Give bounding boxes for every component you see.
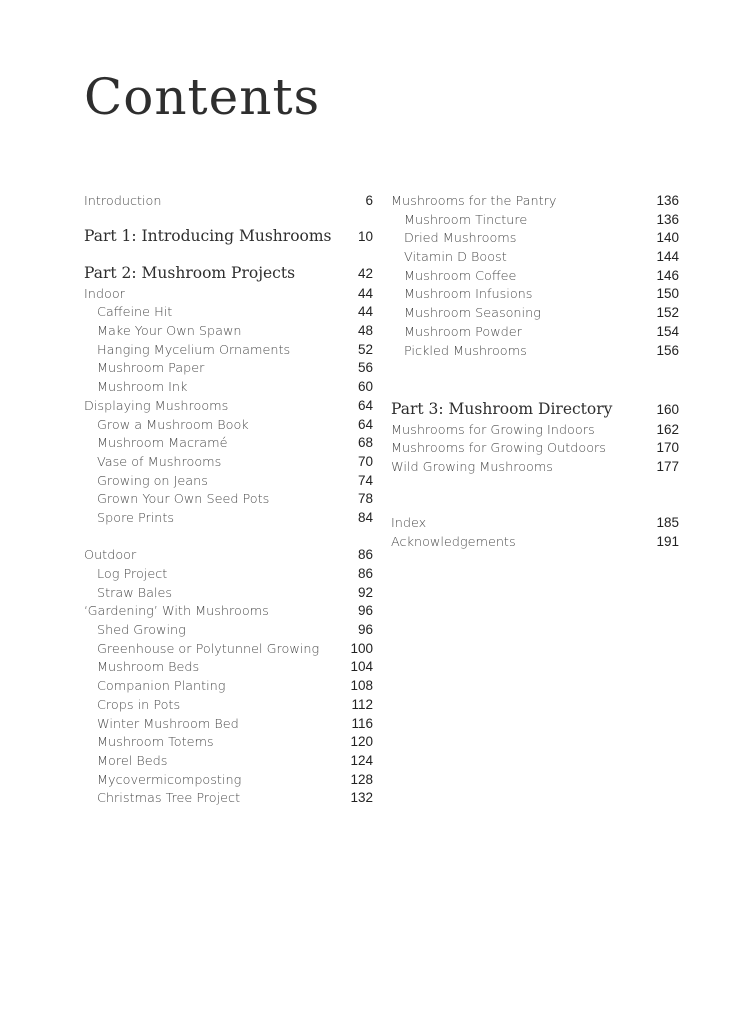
toc-page-number: 191 — [656, 533, 679, 549]
toc-entry-label: Mushroom Paper — [97, 361, 205, 377]
toc-entry-label: Pickled Mushrooms — [404, 343, 527, 359]
toc-entry-label: Acknowledgements — [391, 534, 516, 550]
toc-entry[interactable] — [391, 458, 679, 477]
toc-entry-label: Grown Your Own Seed Pots — [97, 492, 270, 508]
toc-column-right — [391, 192, 679, 551]
toc-page-number: 52 — [357, 341, 373, 357]
toc-subentry[interactable] — [84, 733, 373, 752]
toc-part-heading[interactable] — [391, 398, 679, 421]
toc-entry-label: Greenhouse or Polytunnel Growing — [97, 641, 320, 657]
toc-spacer — [84, 528, 373, 547]
toc-page-number: 152 — [656, 305, 679, 321]
toc-page-number: 160 — [656, 401, 679, 417]
toc-entry-label: Make Your Own Spawn — [97, 324, 242, 340]
toc-subentry[interactable] — [84, 472, 373, 491]
toc-page-number: 6 — [365, 193, 373, 208]
toc-entry-label: Mushroom Seasoning — [404, 306, 541, 322]
toc-entry-label: Dried Mushrooms — [404, 231, 517, 247]
toc-entry-label: Spore Prints — [97, 510, 175, 526]
toc-subentry[interactable] — [84, 322, 373, 341]
toc-page-number: 100 — [350, 640, 373, 656]
toc-entry-label: Companion Planting — [97, 679, 226, 695]
toc-entry-label: Mushroom Tincture — [404, 212, 528, 228]
toc-page-number: 136 — [656, 211, 679, 227]
toc-spacer — [84, 248, 373, 262]
toc-spacer — [391, 477, 679, 514]
toc-subentry[interactable] — [391, 211, 679, 230]
toc-page-number: 48 — [357, 323, 373, 339]
toc-subentry[interactable] — [84, 789, 373, 808]
toc-page-number: 156 — [656, 342, 679, 358]
toc-page-number: 136 — [656, 193, 679, 208]
toc-entry-label: Mycovermicomposting — [97, 772, 242, 788]
toc-subentry[interactable] — [391, 267, 679, 286]
toc-subentry[interactable] — [84, 658, 373, 677]
toc-entry[interactable] — [391, 421, 679, 440]
toc-page-number: 132 — [350, 790, 373, 806]
toc-subentry[interactable] — [84, 359, 373, 378]
toc-entry-label: Mushroom Beds — [97, 660, 200, 676]
toc-entry-label: Mushroom Ink — [97, 380, 188, 396]
toc-page-number: 10 — [357, 228, 373, 244]
toc-entry-label: Mushrooms for the Pantry — [391, 194, 557, 209]
toc-page-number: 84 — [357, 509, 373, 525]
toc-subentry[interactable] — [84, 509, 373, 528]
toc-page-number: 154 — [656, 323, 679, 339]
toc-entry[interactable] — [84, 285, 373, 304]
toc-entry-label: Indoor — [84, 286, 125, 302]
toc-page-number: 162 — [656, 421, 679, 437]
toc-entry-label: Mushroom Macramé — [97, 436, 228, 452]
toc-entry-label: Mushroom Powder — [404, 324, 522, 340]
toc-subentry[interactable] — [84, 715, 373, 734]
toc-page-number: 116 — [351, 715, 373, 731]
toc-entry[interactable] — [84, 546, 373, 565]
toc-subentry[interactable] — [84, 584, 373, 603]
toc-entry[interactable] — [84, 192, 373, 211]
toc-page-number: 44 — [357, 304, 373, 320]
toc-entry-label: Log Project — [97, 567, 168, 582]
toc-subentry[interactable] — [84, 696, 373, 715]
toc-subentry[interactable] — [391, 248, 679, 267]
toc-page-number: 78 — [357, 491, 373, 507]
toc-subentry[interactable] — [84, 378, 373, 397]
toc-subentry[interactable] — [391, 323, 679, 342]
toc-subentry[interactable] — [84, 752, 373, 771]
toc-column-left — [84, 192, 373, 808]
toc-entry-label: Mushroom Totems — [97, 735, 214, 751]
toc-entry-label: Straw Bales — [97, 585, 173, 601]
toc-page-number: 42 — [357, 265, 373, 281]
toc-subentry[interactable] — [84, 677, 373, 696]
toc-subentry[interactable] — [84, 416, 373, 435]
toc-page-number: 124 — [350, 752, 373, 768]
toc-subentry[interactable] — [391, 229, 679, 248]
toc-entry[interactable] — [391, 192, 679, 211]
toc-entry-label: Growing on Jeans — [97, 473, 208, 489]
toc-entry-label: Displaying Mushrooms — [84, 398, 229, 414]
toc-subentry[interactable] — [84, 490, 373, 509]
toc-page-number: 112 — [351, 696, 373, 712]
toc-entry[interactable] — [391, 514, 679, 533]
toc-entry-label: Mushrooms for Growing Indoors — [391, 422, 595, 438]
toc-subentry[interactable] — [84, 434, 373, 453]
toc-page-number: 120 — [350, 734, 373, 750]
toc-page-number: 146 — [656, 267, 679, 283]
toc-page-number: 177 — [656, 458, 679, 474]
toc-page-number: 128 — [350, 771, 373, 787]
toc-page-number: 96 — [357, 603, 373, 619]
toc-page-number: 185 — [656, 515, 679, 531]
toc-subentry[interactable] — [391, 342, 679, 361]
toc-entry-label: Part 3: Mushroom Directory — [391, 399, 613, 418]
toc-spacer — [84, 211, 373, 225]
toc-entry-label: Caffeine Hit — [97, 305, 173, 321]
toc-page-number: 86 — [357, 566, 373, 581]
toc-entry[interactable] — [391, 533, 679, 552]
toc-page-number: 104 — [350, 659, 373, 675]
toc-subentry[interactable] — [391, 285, 679, 304]
toc-part-heading[interactable] — [84, 225, 373, 248]
toc-entry[interactable] — [84, 397, 373, 416]
toc-page-number: 44 — [357, 285, 373, 301]
toc-entry-label: Hanging Mycelium Ornaments — [97, 342, 291, 358]
toc-entry-label: Winter Mushroom Bed — [97, 716, 239, 732]
toc-entry-label: Christmas Tree Project — [97, 791, 241, 807]
toc-subentry[interactable] — [84, 341, 373, 360]
toc-page-number: 144 — [656, 249, 679, 265]
toc-entry-label: Grow a Mushroom Book — [97, 417, 249, 433]
toc-entry-label: Wild Growing Mushrooms — [391, 459, 553, 475]
toc-subentry[interactable] — [84, 621, 373, 640]
toc-entry[interactable] — [84, 602, 373, 621]
toc-entry-label: Part 2: Mushroom Projects — [84, 263, 296, 282]
toc-page-number: 74 — [357, 472, 373, 488]
toc-entry-label: Mushroom Infusions — [404, 287, 533, 303]
toc-subentry[interactable] — [391, 304, 679, 323]
toc-entry-label: Crops in Pots — [97, 697, 181, 713]
toc-part-heading[interactable] — [84, 262, 373, 285]
toc-page-number: 70 — [357, 453, 373, 469]
toc-entry-label: Mushrooms for Growing Outdoors — [391, 441, 606, 457]
toc-subentry[interactable] — [84, 565, 373, 584]
toc-page-number: 170 — [656, 440, 679, 456]
toc-entry[interactable] — [391, 439, 679, 458]
toc-page-number: 96 — [357, 622, 373, 638]
toc-entry-label: Index — [391, 516, 427, 532]
toc-entry-label: Outdoor — [84, 548, 137, 564]
toc-entry-label: Vase of Mushrooms — [97, 454, 222, 470]
toc-entry-label: Mushroom Coffee — [404, 268, 517, 284]
toc-page-number: 60 — [357, 379, 373, 395]
toc-page-number: 64 — [357, 397, 373, 413]
toc-page-number: 86 — [357, 547, 373, 563]
toc-entry-label: ‘Gardening’ With Mushrooms — [84, 604, 269, 620]
toc-entry-label: Introduction — [84, 194, 162, 209]
toc-page-number: 56 — [357, 360, 373, 376]
toc-page-number: 64 — [357, 416, 373, 432]
toc-page-number: 92 — [357, 584, 373, 600]
toc-entry-label: Shed Growing — [97, 623, 186, 639]
toc-spacer — [391, 360, 679, 397]
toc-subentry[interactable] — [84, 453, 373, 472]
toc-page-number: 108 — [350, 678, 373, 694]
toc-subentry[interactable] — [84, 640, 373, 659]
toc-page-number: 68 — [357, 435, 373, 451]
toc-entry-label: Morel Beds — [97, 753, 168, 769]
page-title: Contents — [84, 68, 321, 126]
toc-subentry[interactable] — [84, 771, 373, 790]
toc-page-number: 140 — [656, 230, 679, 246]
toc-subentry[interactable] — [84, 303, 373, 322]
toc-page-number: 150 — [656, 286, 679, 302]
toc-entry-label: Vitamin D Boost — [404, 250, 507, 266]
toc-entry-label: Part 1: Introducing Mushrooms — [84, 226, 332, 245]
